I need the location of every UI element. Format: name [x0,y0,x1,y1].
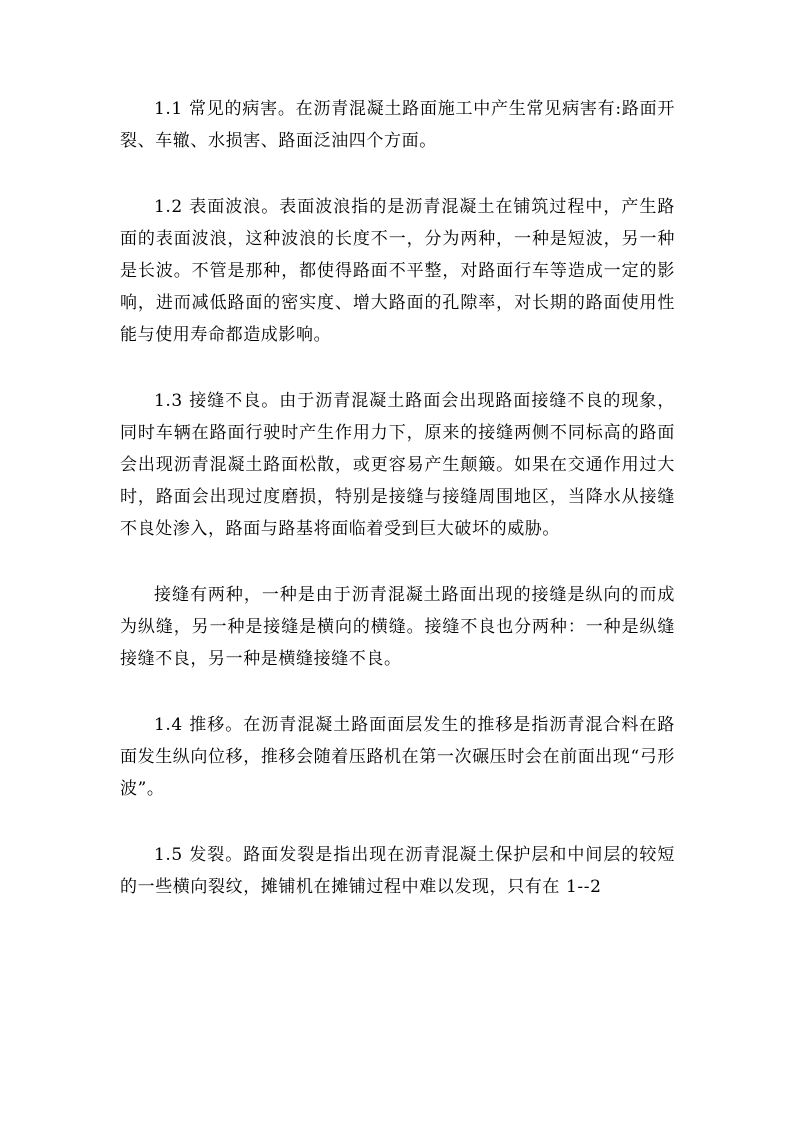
paragraph-shoving: 1.4 推移。在沥青混凝土路面面层发生的推移是指沥青混合料在路面发生纵向位移，推移会随着压路机在第一次碾压时会在前面出现“弓形波”。 [120,715,675,799]
paragraph-gap [120,351,675,385]
document-page [120,93,675,903]
paragraph-joint-types: 接缝有两种，一种是由于沥青混凝土路面出现的接缝是纵向的而成为纵缝，另一种是接缝是横向的横缝。接缝不良也分两种：一种是纵缝接缝不良，另一种是横缝接缝不良。 [120,585,675,669]
paragraph-gap [120,157,675,191]
paragraph-surface-waves: 1.2 表面波浪。表面波浪指的是沥青混凝土在铺筑过程中，产生路面的表面波浪，这种波浪的长度不一，分为两种，一种是短波，另一种是长波。不管是那种，都使得路面不平整，对路面行车等造成一定的影响，进而减低路面的密实度、增大路面的孔隙率，对长期的路面使用性能与使用寿命都造成影响。 [120,197,675,345]
paragraph-common-defects: 1.1 常见的病害。在沥青混凝土路面施工中产生常见病害有:路面开裂、车辙、水损害、路面泛油四个方面。 [120,99,675,151]
paragraph-gap [120,805,675,839]
paragraph-poor-joints: 1.3 接缝不良。由于沥青混凝土路面会出现路面接缝不良的现象，同时车辆在路面行驶时产生作用力下，原来的接缝两侧不同标高的路面会出现沥青混凝土路面松散，或更容易产生颠簸。如果在交通作用过大时，路面会出现过度磨损，特别是接缝与接缝周围地区，当降水从接缝不良处渗入，路面与路基将面临着受到巨大破坏的威胁。 [120,391,675,539]
paragraph-gap [120,675,675,709]
paragraph-hairline-cracks: 1.5 发裂。路面发裂是指出现在沥青混凝土保护层和中间层的较短的一些横向裂纹，摊铺机在摊铺过程中难以发现，只有在 1--2 [120,845,675,897]
paragraph-gap [120,545,675,579]
